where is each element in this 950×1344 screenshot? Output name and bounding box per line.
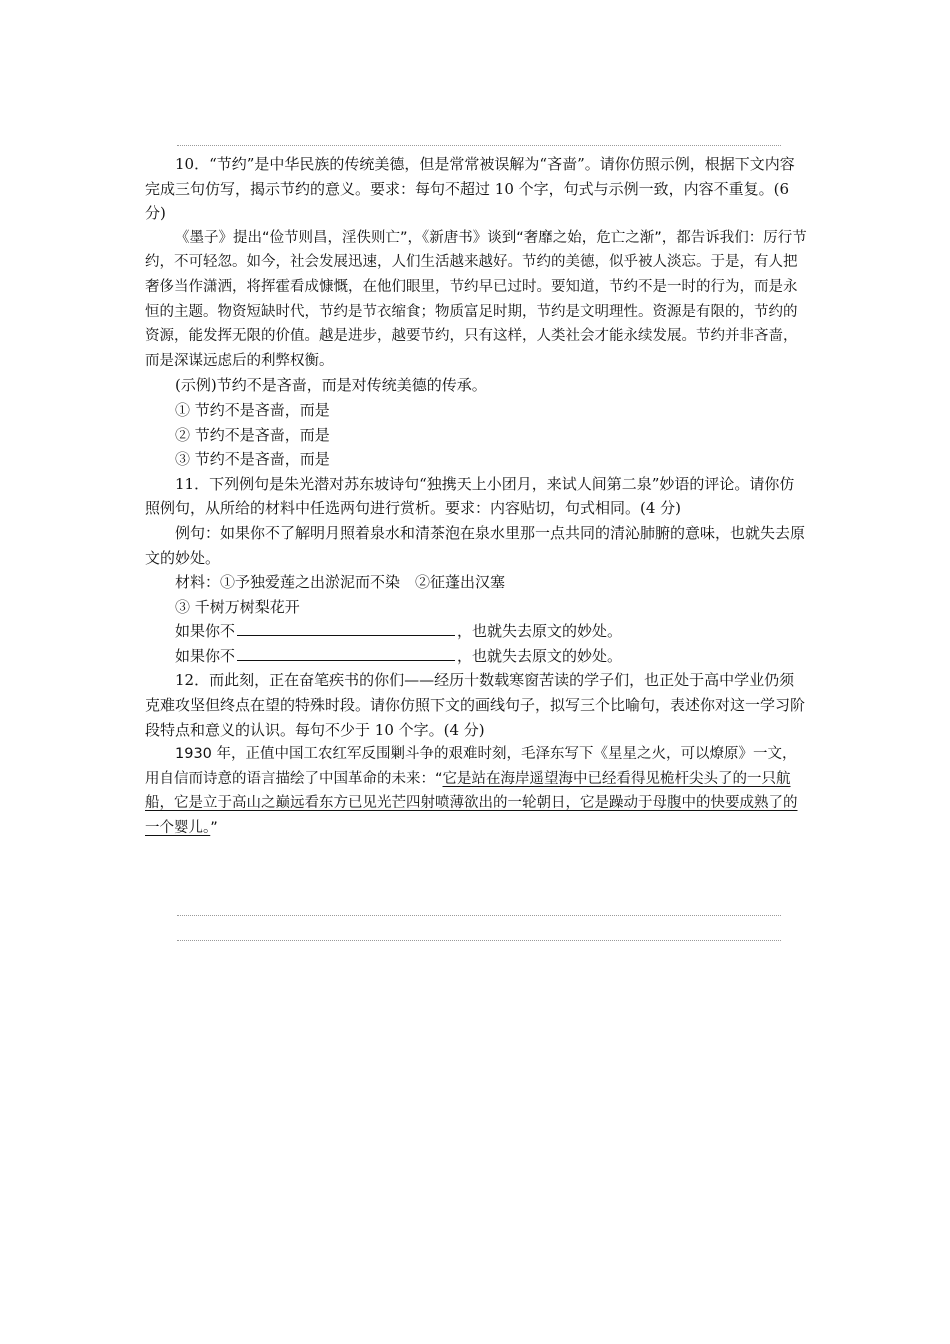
q10-stem: 10．“节约”是中华民族的传统美德，但是常常被误解为“吝啬”。请你仿照示例，根据下文内容完成三句仿写，揭示节约的意义。要求：每句不超过 10 个字，句式与示例一致，内容不重复。(6 分) [145,155,795,223]
bottom-divider-1 [177,915,781,916]
q11-answer-line-1 [145,619,807,644]
q11-answer-line-2 [145,644,807,669]
q11-material-line-2: ③ 千树万树梨花开 [175,597,300,616]
q10-example: (示例)节约不是吝啬，而是对传统美德的传承。 [175,376,487,395]
q12-underlined-sentences: 它是站在海岸遥望海中已经看得见桅杆尖头了的一只航船，它是立于高山之巅远看东方已见光芒四射喷薄欲出的一轮朝日，它是躁动于母腹中的快要成熟了的一个婴儿。 [145,770,798,837]
q12-passage [145,742,807,840]
top-divider [177,145,781,146]
q10-item-3: ③ 节约不是吝啬，而是 [175,450,330,469]
fill-suffix: ，也就失去原文的妙处。 [457,622,623,641]
bottom-divider-2 [177,940,781,941]
q11-example: 例句：如果你不了解明月照着泉水和清茶泡在泉水里那一点共同的清沁肺腑的意味，也就失去原文的妙处。 [145,523,806,567]
fill-suffix: ，也就失去原文的妙处。 [457,646,623,665]
q11-stem: 11．下列例句是朱光潜对苏东坡诗句“独携天上小团月，来试人间第二泉”妙语的评论。请你仿照例句，从所给的材料中任选两句进行赏析。要求：内容贴切，句式相同。(4 分) [145,474,795,518]
q11-material-line-1: 材料：①予独爱莲之出淤泥而不染 ②征蓬出汉塞 [175,573,506,592]
q12-passage-lead: 1930 年，正值中国工农红军反围剿斗争的艰难时刻，毛泽东写下《星星之火，可以燎原》一文，用自信而诗意的语言描绘了中国革命的未来：“ [145,746,797,787]
answer-blank-2[interactable] [237,644,455,661]
q12-stem: 12．而此刻，正在奋笔疾书的你们——经历十数载寒窗苦读的学子们，也正处于高中学业仍须克难攻坚但终点在望的特殊时段。请你仿照下文的画线句子，拟写三个比喻句，表述你对这一学习阶段特点和意义的认识。每句不少于 10 个字。(4 分) [145,671,806,739]
q10-passage: 《墨子》提出“俭节则昌，淫佚则亡”，《新唐书》谈到“奢靡之始，危亡之渐”，都告诉我们：厉行节约，不可轻忽。如今，社会发展迅速，人们生活越来越好。节约的美德，似乎被人淡忘。于是，有人把奢侈当作潇洒，将挥霍看成慷慨，在他们眼里，节约早已过时。要知道，节约不是一时的行为，而是永恒的主题。物资短缺时代，节约是节衣缩食；物质富足时期，节约是文明理性。资源是有限的，节约的资源，能发挥无限的价值。越是进步，越要节约，只有这样，人类社会才能永续发展。节约并非吝啬，而是深谋远虑后的利弊权衡。 [145,229,807,369]
q12-passage-close: ” [210,820,218,837]
fill-prefix: 如果你不 [175,622,236,641]
fill-prefix: 如果你不 [175,646,236,665]
exam-content [145,152,807,841]
answer-blank-1[interactable] [237,619,455,636]
q10-item-1: ① 节约不是吝啬，而是 [175,400,330,419]
q10-item-2: ② 节约不是吝啬，而是 [175,425,330,444]
